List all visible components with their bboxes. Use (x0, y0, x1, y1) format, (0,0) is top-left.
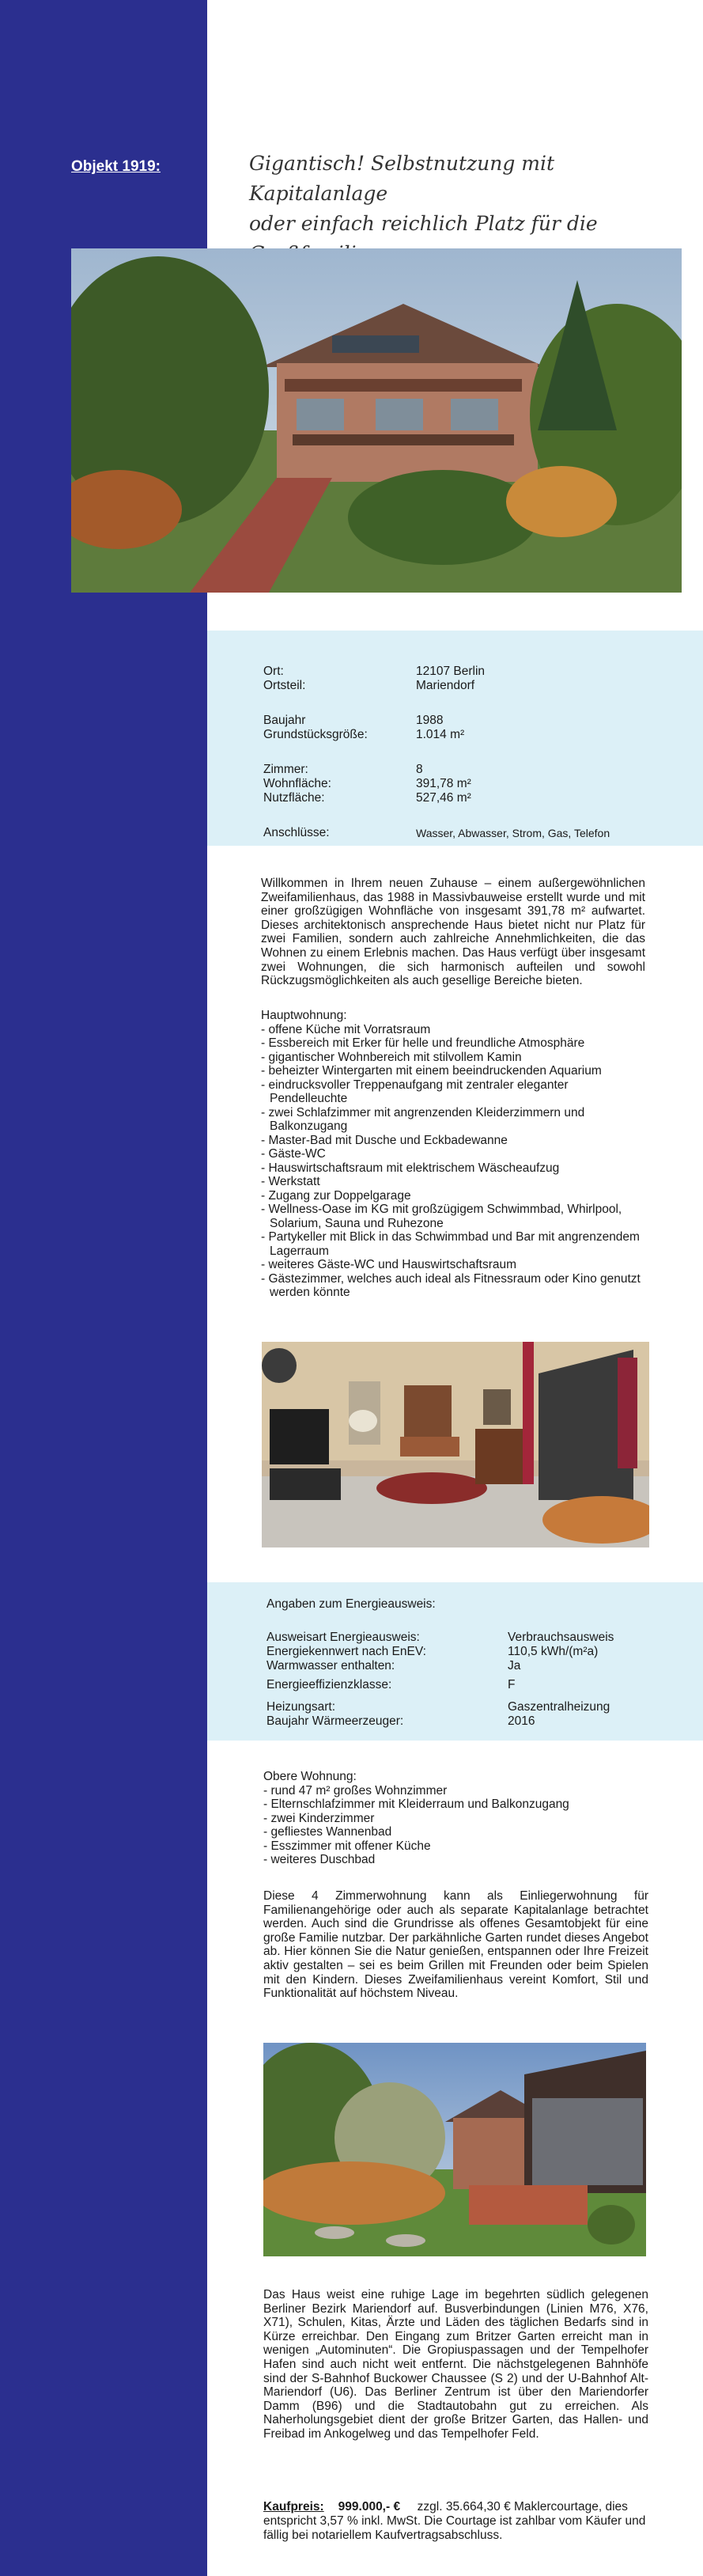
location-paragraph: Das Haus weist eine ruhige Lage im begehrten südlich gelegenen Berliner Bezirk Mariendorf auf. Busverbindungen (Linien M76, X76, X71), Schulen, Kitas, Ärzte und Läden des täglichen Bedarfs sind in Kürze erreichbar. Den Eingang zum Britzer Garten erreicht man in wenigen „Autominuten“. Die Gropiuspassagen und der Tempelhofer Hafen sind auch nicht weit entfernt. Die nächstgelegenen Bahnhöfe sind der S-Bahnhof Buckower Chaussee (S 2) und der U-Bahnhof Alt-Mariendorf (U6). Das Berliner Zentrum ist über den Mariendorfer Damm (B96) und die Stadtautobahn gut zu erreichen. Als Naherholungsgebiet dient der große Britzer Garten, das Hallen- und Freibad im Ankogelweg und das Tempelhofer Feld. (263, 2288, 648, 2441)
energy-row: Baujahr Wärmeerzeuger: 2016 (266, 1714, 535, 1728)
fact-row: Anschlüsse: Wasser, Abwasser, Strom, Gas, Telefon (263, 826, 610, 839)
headline-line-2: oder einfach reichlich Platz für die (249, 212, 598, 235)
living-room-photo (262, 1342, 649, 1547)
energy-row: Energiekennwert nach EnEV: 110,5 kWh/(m²a) (266, 1645, 599, 1658)
list-item: - zwei Kinderzimmer (263, 1811, 375, 1825)
list-item: - gefliestes Wannenbad (263, 1825, 392, 1839)
fact-spacer (263, 693, 675, 714)
list-item: - Hauswirtschaftsraum mit elektrischem Wäscheaufzug (261, 1161, 560, 1175)
price-note: zzgl. 35.664,30 € Maklercourtage, dies entspricht 3,57 % inkl. MwSt. Die Courtage ist zahlbar vom Käufer und fällig bei notariellem Kaufvertragsabschluss. (263, 2500, 646, 2542)
intro-paragraph: Willkommen in Ihrem neuen Zuhause – einem außergewöhnlichen Zweifamilienhaus, das 1988 in Massivbauweise erstellt wurde und mit einer großzügigen Wohnfläche von insgesamt 391,78 m² aufwartet. Dieses architektonisch ansprechende Haus bietet nicht nur Platz für zwei Familien, sondern auch zahlreiche Annehmlichkeiten, die das Wohnen zu einem Erlebnis machen. Das Haus verfügt über insgesamt zwei Wohnungen, die sich harmonisch aufteilen und sowohl Rückzugsmöglichkeiten als auch gesellige Bereiche bieten. (261, 877, 645, 988)
house-exterior-photo (71, 248, 682, 593)
fact-row: Baujahr 1988 (263, 714, 444, 727)
list-item: - weiteres Gäste-WC und Hauswirtschaftsraum (261, 1258, 517, 1271)
upper-unit-list (263, 1770, 648, 1867)
list-item: - Zugang zur Doppelgarage (261, 1188, 411, 1203)
price-label: Kaufpreis: (263, 2500, 324, 2513)
headline-line-1: Gigantisch! Selbstnutzung mit Kapitalanlage (249, 152, 555, 205)
fact-spacer (263, 742, 675, 763)
main-unit-title: Hauptwohnung: (261, 1009, 347, 1022)
energy-row: Ausweisart Energieausweis: Verbrauchsausweis (266, 1631, 614, 1644)
list-item: - beheizter Wintergarten mit einem beeindruckenden Aquarium (261, 1064, 602, 1078)
list-item: - zwei Schlafzimmer mit angrenzenden Kleiderzimmern und Balkonzugang (261, 1105, 585, 1133)
fact-row: Grundstücksgröße: 1.014 m² (263, 728, 465, 741)
facts-table (263, 665, 675, 840)
list-item: - Esszimmer mit offener Küche (263, 1839, 431, 1853)
list-item: - eindrucksvoller Treppenaufgang mit zentraler eleganter Pendelleuchte (261, 1078, 569, 1105)
energy-row: Energieeffizienzklasse: F (266, 1678, 516, 1691)
list-item: - Essbereich mit Erker für helle und freundliche Atmosphäre (261, 1036, 585, 1050)
list-item: - Wellness-Oase im KG mit großzügigem Schwimmbad, Whirlpool, Solarium, Sauna und Ruhezone (261, 1203, 622, 1230)
list-item: - weiteres Duschbad (263, 1853, 376, 1866)
fact-row: Ort: 12107 Berlin (263, 665, 486, 678)
energy-table (266, 1597, 662, 1729)
price-amount: 999.000,- € (338, 2500, 401, 2513)
garden-terrace-photo (263, 2043, 646, 2256)
object-number-label: Objekt 1919: (71, 158, 161, 175)
list-item: - rund 47 m² großes Wohnzimmer (263, 1783, 448, 1798)
list-item: - Elternschlafzimmer mit Kleiderraum und Balkonzugang (263, 1798, 569, 1811)
upper-unit-title: Obere Wohnung: (263, 1770, 357, 1783)
list-item: - Gäste-WC (261, 1147, 326, 1161)
energy-row: Heizungsart: Gaszentralheizung (266, 1700, 610, 1714)
fact-row: Ortsteil: Mariendorf (263, 679, 475, 692)
list-item: - Werkstatt (261, 1175, 320, 1188)
fact-row: Zimmer: 8 (263, 763, 423, 776)
price-block (263, 2500, 648, 2543)
fact-row: Wohnfläche: 391,78 m² (263, 777, 471, 790)
fact-spacer (263, 805, 675, 826)
list-item: - Gästezimmer, welches auch ideal als Fitnessraum oder Kino genutzt werden könnte (261, 1271, 641, 1299)
fact-row: Nutzfläche: 527,46 m² (263, 791, 471, 805)
energy-title: Angaben zum Energieausweis: (266, 1597, 436, 1611)
list-item: - Master-Bad mit Dusche und Eckbadewanne (261, 1133, 508, 1147)
energy-spacer (266, 1612, 662, 1631)
main-unit-list (261, 1009, 645, 1300)
energy-row: Warmwasser enthalten: Ja (266, 1659, 521, 1673)
list-item: - Partykeller mit Blick in das Schwimmbad und Bar mit angrenzendem Lagerraum (261, 1230, 640, 1258)
list-item: - gigantischer Wohnbereich mit stilvollem Kamin (261, 1050, 522, 1064)
upper-unit-paragraph: Diese 4 Zimmerwohnung kann als Einliegerwohnung für Familienangehörige oder auch als separate Kapitalanlage betrachtet werden. Auch sind die Grundrisse als offenes Gesamtobjekt für eine große Familie nutzbar. Der parkähnliche Garten rundet dieses Angebot ab. Hier können Sie die Natur genießen, entspannen oder Ihre Freizeit aktiv gestalten – sei es beim Grillen mit Freunden oder beim Spielen mit den Kindern. Dieses Zweifamilienhaus vereint Komfort, Stil und Funktionalität auf höchstem Niveau. (263, 1889, 648, 2001)
list-item: - offene Küche mit Vorratsraum (261, 1022, 431, 1036)
